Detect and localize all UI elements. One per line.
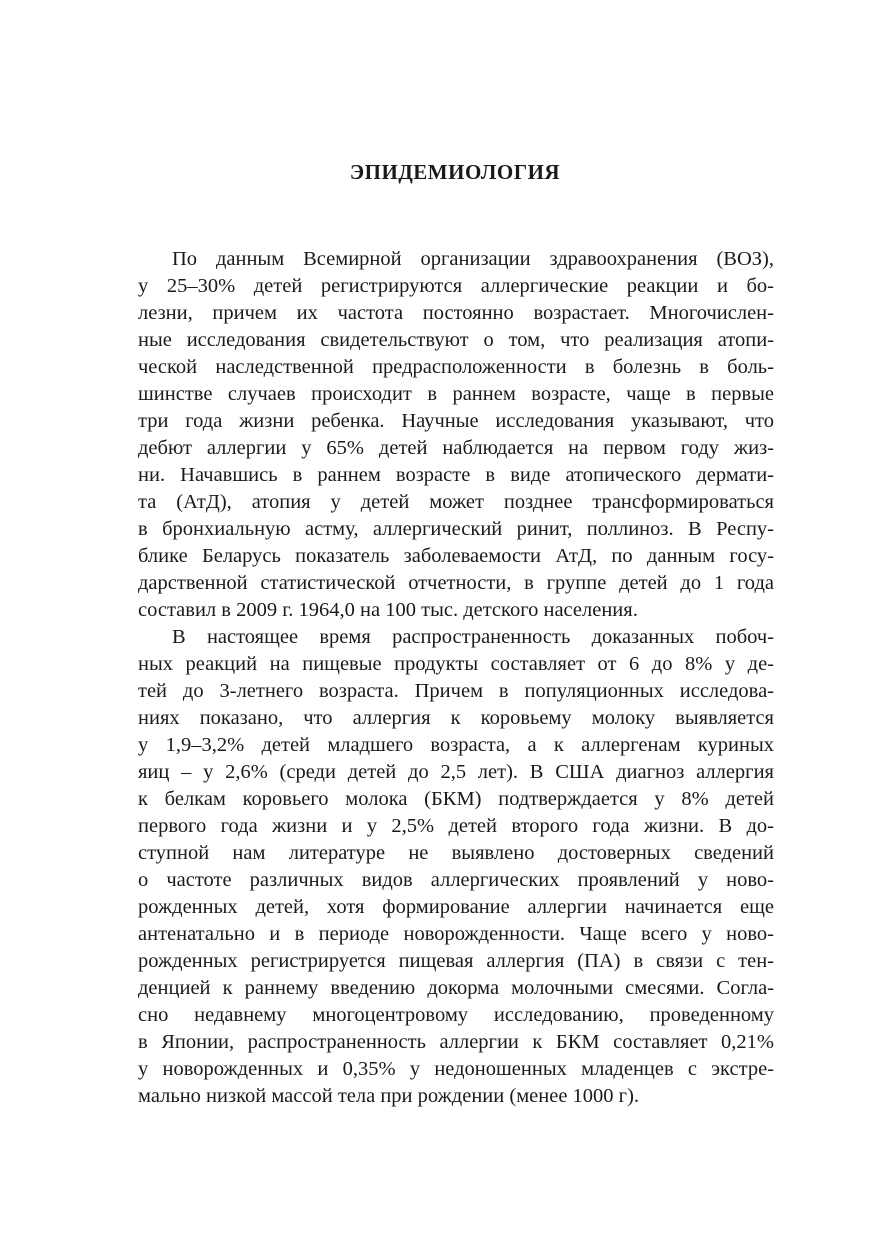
paragraph-1: [138, 246, 774, 624]
text-line: к белкам коровьего молока (БКМ) подтверждается у 8% детей: [138, 788, 774, 810]
text-line: первого года жизни и у 2,5% детей второго года жизни. В до-: [138, 815, 774, 837]
text-line: у 1,9–3,2% детей младшего возраста, а к аллергенам куриных: [138, 734, 774, 756]
text-line: ных реакций на пищевые продукты составляет от 6 до 8% у де-: [138, 653, 774, 675]
body-text: [138, 246, 774, 1110]
text-line: рожденных детей, хотя формирование аллергии начинается еще: [138, 896, 774, 918]
text-line: В настоящее время распространенность доказанных побоч-: [172, 626, 774, 648]
text-line: ступной нам литературе не выявлено достоверных сведений: [138, 842, 774, 864]
text-line: в Японии, распространенность аллергии к БКМ составляет 0,21%: [138, 1031, 774, 1053]
text-line: яиц – у 2,6% (среди детей до 2,5 лет). В США диагноз аллергия: [138, 761, 774, 783]
text-line: шинстве случаев происходит в раннем возрасте, чаще в первые: [138, 383, 774, 405]
paragraph-2: [138, 624, 774, 1110]
text-line: денцией к раннему введению докорма молочными смесями. Согла-: [138, 977, 774, 999]
text-line: рожденных регистрируется пищевая аллергия (ПА) в связи с тен-: [138, 950, 774, 972]
text-line: ные исследования свидетельствуют о том, что реализация атопи-: [138, 329, 774, 351]
text-line: лезни, причем их частота постоянно возрастает. Многочислен-: [138, 302, 774, 324]
text-line: блике Беларусь показатель заболеваемости АтД, по данным госу-: [138, 545, 774, 567]
text-line: в бронхиальную астму, аллергический ринит, поллиноз. В Респу-: [138, 518, 774, 540]
text-line: По данным Всемирной организации здравоохранения (ВОЗ),: [172, 248, 774, 270]
text-line: у 25–30% детей регистрируются аллергические реакции и бо-: [138, 275, 774, 297]
text-line: у новорожденных и 0,35% у недоношенных младенцев с экстре-: [138, 1058, 774, 1080]
page-title: ЭПИДЕМИОЛОГИЯ: [349, 160, 561, 184]
text-line: антенатально и в периоде новорожденности. Чаще всего у ново-: [138, 923, 774, 945]
text-line: тей до 3-летнего возраста. Причем в популяционных исследова-: [138, 680, 774, 702]
text-line: дарственной статистической отчетности, в группе детей до 1 года: [138, 572, 774, 594]
text-line: ниях показано, что аллергия к коровьему молоку выявляется: [138, 707, 774, 729]
text-line: ни. Начавшись в раннем возрасте в виде атопического дермати-: [138, 464, 774, 486]
text-line: дебют аллергии у 65% детей наблюдается на первом году жиз-: [138, 437, 774, 459]
text-line: составил в 2009 г. 1964,0 на 100 тыс. детского населения.: [138, 599, 638, 621]
text-line: ческой наследственной предрасположенности в болезнь в боль-: [138, 356, 774, 378]
text-line: о частоте различных видов аллергических проявлений у ново-: [138, 869, 774, 891]
text-line: сно недавнему многоцентровому исследованию, проведенному: [138, 1004, 774, 1026]
text-line: три года жизни ребенка. Научные исследования указывают, что: [138, 410, 774, 432]
text-line: та (АтД), атопия у детей может позднее трансформироваться: [138, 491, 774, 513]
text-line: мально низкой массой тела при рождении (менее 1000 г).: [138, 1085, 640, 1107]
